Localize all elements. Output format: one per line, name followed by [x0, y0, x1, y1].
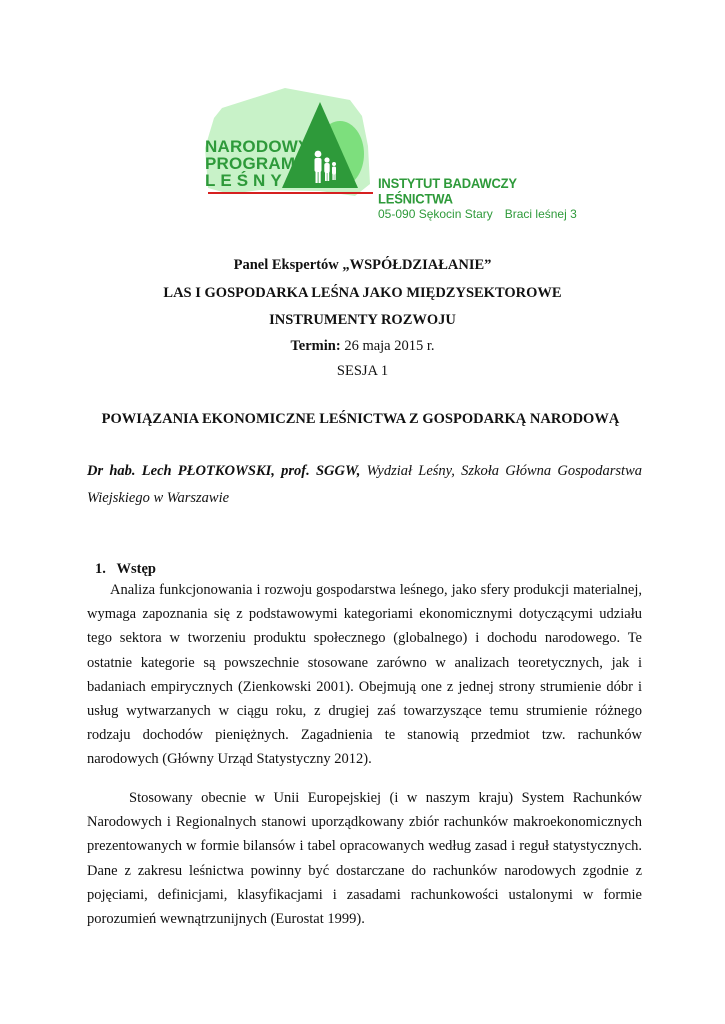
program-name	[205, 138, 310, 189]
institute-street: Braci leśnej 3	[504, 207, 577, 221]
date-line	[0, 338, 725, 355]
program-line-2: PROGRAM	[205, 154, 296, 173]
panel-line	[0, 257, 725, 274]
paragraph-1: Analiza funkcjonowania i rozwoju gospodarstwa leśnego, jako sfery produkcji materialnej, wymaga zapoznania się z podstawowymi kategoriami ekonomicznymi dotyczącymi udziału tego sektora w tworzeniu produktu społecznego (globalnego) i dochodu narodowego. Te ostatnie kategorie są powszechnie stosowane zarówno w analizach teoretycznych, jak i badaniach empirycznych (Zienkowski 2001). Obejmują one z jednej strony strumienie dóbr i usług wytwarzanych w ciągu roku, z drugiej zaś towarzyszące temu strumienie różnego rodzaju dochodów pieniężnych. Zagadnienia te stanowią przedmiot tzw. rachunków narodowych (Główny Urząd Statystyczny 2012).	[87, 582, 642, 768]
section-1-heading: 1. Wstęp	[95, 561, 156, 577]
institute-name: INSTYTUT BADAWCZY LEŚNICTWA	[378, 175, 517, 207]
author-affiliation: Wydział Leśny, Szkoła Główna Gospodarstwa Wiejskiego w Warszawie	[87, 463, 642, 506]
logo	[200, 88, 580, 221]
institute-address-line	[378, 207, 580, 221]
section-title: POWIĄZANIA EKONOMICZNE LEŚNICTWA Z GOSPODARKĄ NARODOWĄ	[101, 411, 620, 427]
red-underline	[208, 192, 373, 194]
institute-block	[378, 176, 580, 221]
panel-prefix: Panel Ekspertów	[233, 257, 343, 273]
session-label: SESJA 1	[336, 363, 389, 379]
institute-address: 05-090 Sękocin Stary	[378, 207, 493, 221]
panel-name: „WSPÓŁDZIAŁANIE”	[342, 257, 492, 273]
program-line-3: LEŚNY	[205, 171, 287, 190]
program-line-1: NARODOWY	[205, 137, 310, 156]
title-line-1: LAS I GOSPODARKA LEŚNA JAKO MIĘDZYSEKTOROWE	[163, 285, 562, 301]
paragraph-2: Stosowany obecnie w Unii Europejskiej (i w naszym kraju) System Rachunków Narodowych i Regionalnych stanowi uporządkowany zbiór rachunków makroekonomicznych prezentowanych w formie bilansów i tabel opracowanych według zasad i reguł statystycznych. Dane z zakresu leśnictwa powinny być dostarczane do rachunków narodowych zgodnie z pojęciami, definicjami, klasyfikacjami i zasadami rachunkowości ustalonymi w formie porozumień wewnątrzunijnych (Eurostat 1999).	[87, 790, 642, 928]
date-label: Termin:	[290, 338, 341, 354]
date-value: 26 maja 2015 r.	[340, 338, 435, 354]
author-name: Dr hab. Lech PŁOTKOWSKI, prof. SGGW,	[87, 463, 361, 479]
title-line-2: INSTRUMENTY ROZWOJU	[269, 312, 456, 328]
author-line	[87, 458, 642, 512]
